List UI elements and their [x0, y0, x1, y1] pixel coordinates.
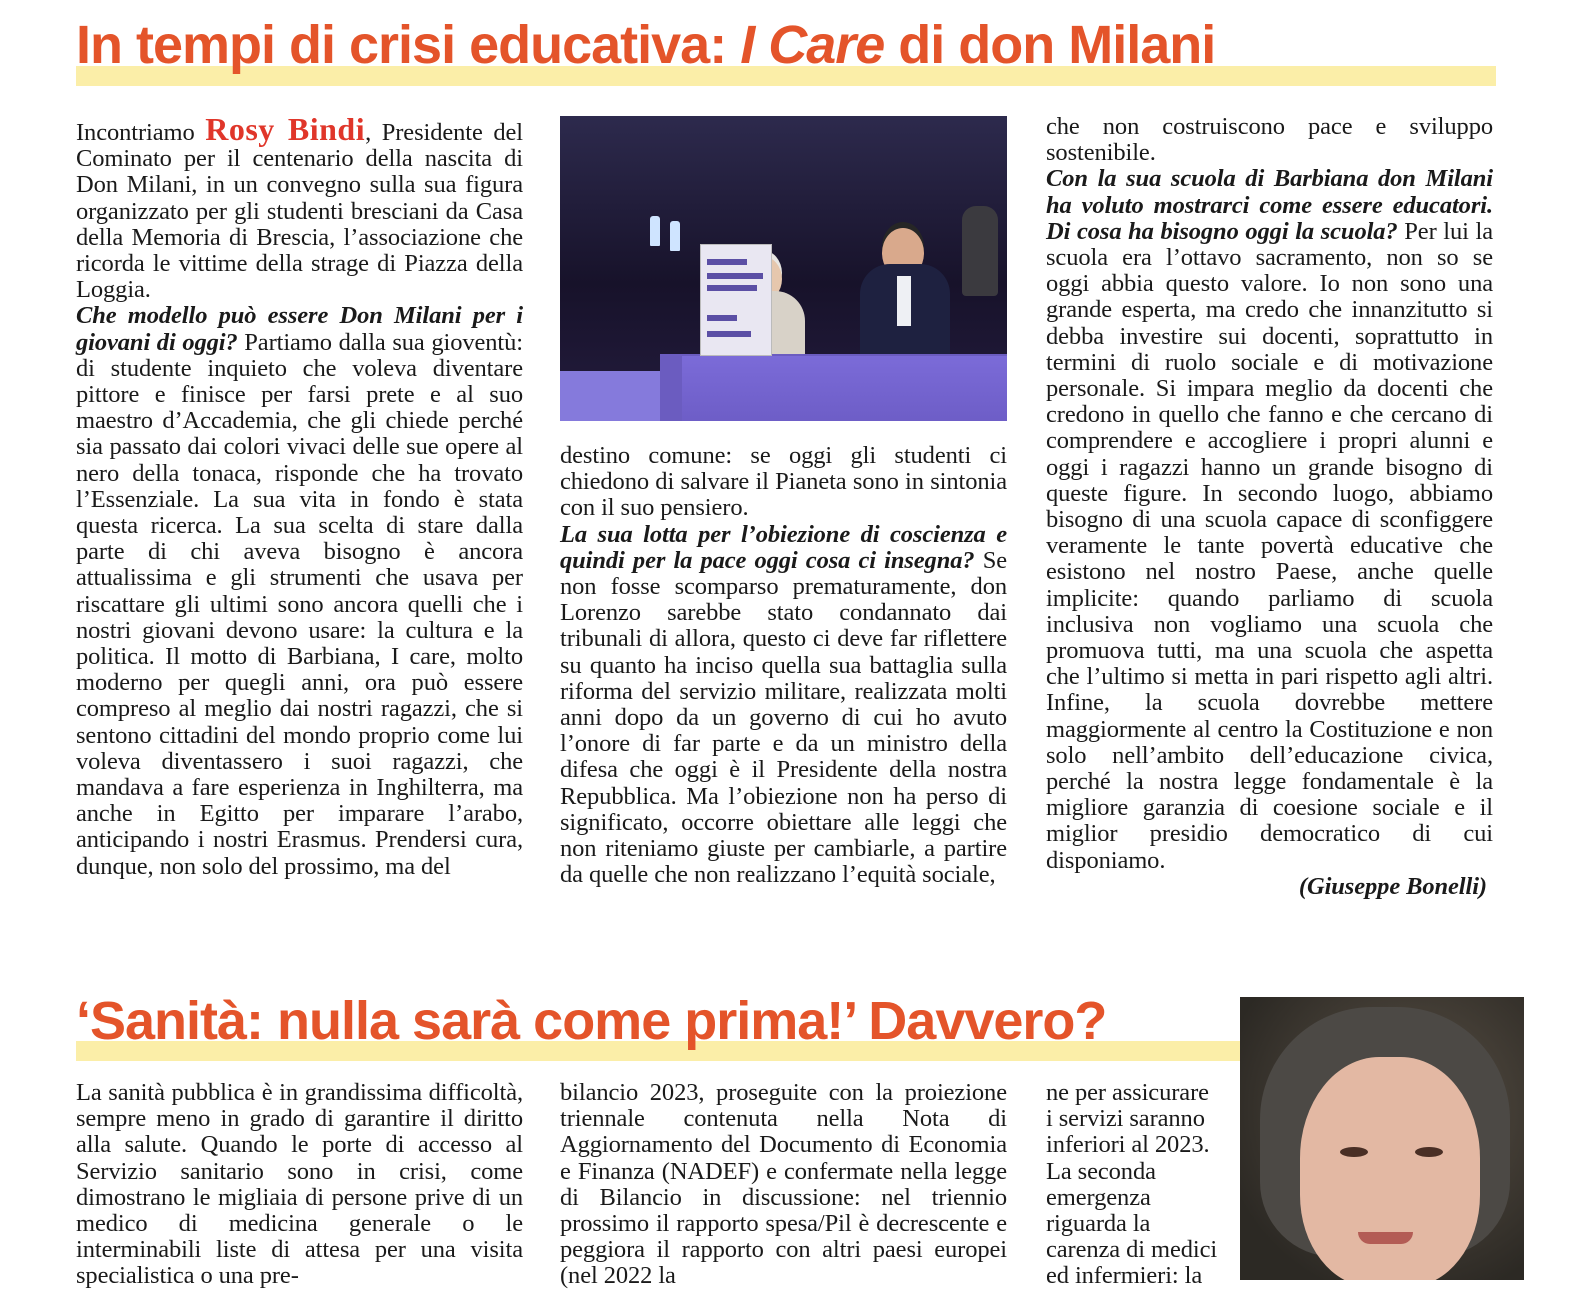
water-bottle	[650, 216, 660, 246]
answer-3: Per lui la scuola era l’ottavo sacramento, non so se oggi abbia questo valore. Io non sono una grande esperta, ma credo che innanzitutto si debba investire sui docenti, soprattutto in termini di ruolo sociale e di motivazione personale. Si impara meglio da docenti che credono in quello che fanno e che cercano di comprendere e accogliere i propri alunni e oggi i ragazzi hanno un grande bisogno di queste figure. In secondo luogo, abbiamo bisogno di una scuola capace di sconfiggere veramente le tante povertà educative che esistono nel nostro Paese, anche quelle implicite: quando parliamo di scuola inclusiva non vogliamo una scuola che promuova tutti, ma una scuola che aspetta che l’ultimo si metta in pari rispetto agli altri. Infine, la scuola dovrebbe mettere maggiormente al centro la Costituzione e non solo nell’ambito dell’educazione civica, perché la nostra legge fondamentale è la migliore garanzia di coesione sociale e il miglior presidio democratico di cui disponiamo.	[1046, 217, 1493, 874]
headline-part-2: di don Milani	[884, 15, 1216, 75]
event-poster	[700, 244, 772, 356]
qa-paragraph-1	[76, 303, 523, 879]
portrait-mouth	[1358, 1232, 1413, 1244]
qa-paragraph-3	[1046, 166, 1493, 873]
table-cloth	[682, 356, 1007, 421]
question-1: Che modello può essere Don Milani per i giovani di oggi?	[76, 302, 523, 356]
headline-italic-title: I Care	[740, 15, 885, 75]
article-headline	[76, 15, 1216, 75]
question-3: Con la sua scuola di Barbiana don Milani ha voluto mostrarci come essere educatori. Di cosa ha bisogno oggi la scuola?	[1046, 165, 1493, 245]
intro-text: Incontriamo	[76, 119, 206, 146]
portrait-face	[1300, 1057, 1480, 1280]
column-2-continuation: destino comune: se oggi gli studenti ci chiedono di salvare il Pianeta sono in sintonia con il suo pensiero.	[560, 442, 1007, 522]
article-column-2	[560, 443, 1007, 888]
column-3-continuation: che non costruiscono pace e sviluppo sostenibile.	[1046, 113, 1493, 167]
intro-paragraph	[76, 111, 523, 304]
intro-text-cont: , Presidente del Cominato per il centenario della nascita di Don Milani, in un convegno sulla sua figura organizzato per gli studenti bresciani da Casa della Memoria di Brescia, l’associazione che ricorda le vittime della strage di Piazza della Loggia.	[76, 119, 523, 304]
qa-paragraph-2	[560, 522, 1007, 889]
article-2-text-3: ne per assicurare i servizi saranno inferiori al 2023. La seconda emergenza riguarda la carenza di medici ed infermieri: la	[1046, 1079, 1218, 1290]
headline-part-1: In tempi di crisi educativa:	[76, 15, 741, 75]
article-2-text-1: La sanità pubblica è in grandissima difficoltà, sempre meno in grado di garantire il diritto alla salute. Quando le porte di accesso al Servizio sanitario sono in crisi, come dimostrano le migliaia di persone prive di un medico di medicina generale o le interminabili liste di attesa per una visita specialistica o una pre-	[76, 1079, 523, 1290]
article-column-1	[76, 111, 523, 880]
answer-1: Partiamo dalla sua gioventù: di studente inquieto che voleva diventare pittore e finisce per farsi prete e al suo maestro d’Accademia, che gli chiede perché sia passato dai colori vivaci delle sue opere al nero della tonaca, risponde che ha trovato l’Essenziale. La sua vita in fondo è stata questa ricerca. La sua scelta di stare dalla parte di chi aveva bisogno è ancora attualissima e gli strumenti che usava per riscattare gli ultimi sono ancora quelli che i nostri giovani devono usare: la cultura e la politica. Il motto di Barbiana, I care, molto moderno per quegli anni, ora può essere compreso al meglio dai nostri ragazzi, che si sentono cittadini del mondo proprio come lui voleva diventassero i suoi ragazzi, che mandava a fare esperienza in Inghilterra, ma anche in Egitto per imparare l’arabo, anticipando i nostri Erasmus. Prendersi cura, dunque, non solo del prossimo, ma del	[76, 328, 523, 880]
portrait-photo	[1240, 997, 1524, 1280]
article-2-headline: ‘Sanità: nulla sarà come prima!’ Davvero?	[76, 991, 1107, 1051]
question-2: La sua lotta per l’obiezione di coscienza e quindi per la pace oggi cosa ci insegna?	[560, 520, 1007, 574]
chair-shape	[962, 206, 998, 296]
article-2-column-2	[560, 1080, 1007, 1290]
water-bottle	[670, 221, 680, 251]
article-column-3	[1046, 114, 1493, 900]
interviewee-name: Rosy Bindi	[205, 111, 366, 147]
byline: (Giuseppe Bonelli)	[1298, 872, 1487, 900]
speaker-man-shirt	[897, 276, 911, 326]
portrait-eye	[1415, 1147, 1443, 1157]
article-2-column-1	[76, 1080, 523, 1290]
article-2-text-2: bilancio 2023, proseguite con la proiezione triennale contenuta nella Nota di Aggiornamento del Documento di Economia e Finanza (NADEF) e confermate nella legge di Bilancio in discussione: nel triennio prossimo il rapporto spesa/Pil è decrescente e peggiora il rapporto con altri paesi europei (nel 2022 la	[560, 1079, 1007, 1290]
portrait-eye	[1340, 1147, 1368, 1157]
conference-photo	[560, 116, 1007, 421]
article-2-column-3	[1046, 1080, 1218, 1290]
answer-2: Se non fosse scomparso prematuramente, don Lorenzo sarebbe stato condannato dai tribunali di allora, questo ci deve far riflettere su quanto ha inciso quella sua battaglia sulla riforma del servizio militare, realizzata molti anni dopo da un governo di cui ho avuto l’onore di far parte e da un ministro della difesa che oggi è il Presidente della nostra Repubblica. Ma l’obiezione non ha perso di significato, occorre obiettare alle leggi che non riteniamo giuste per cambiarle, a partire da quelle che non realizzano l’equità sociale,	[560, 546, 1007, 889]
